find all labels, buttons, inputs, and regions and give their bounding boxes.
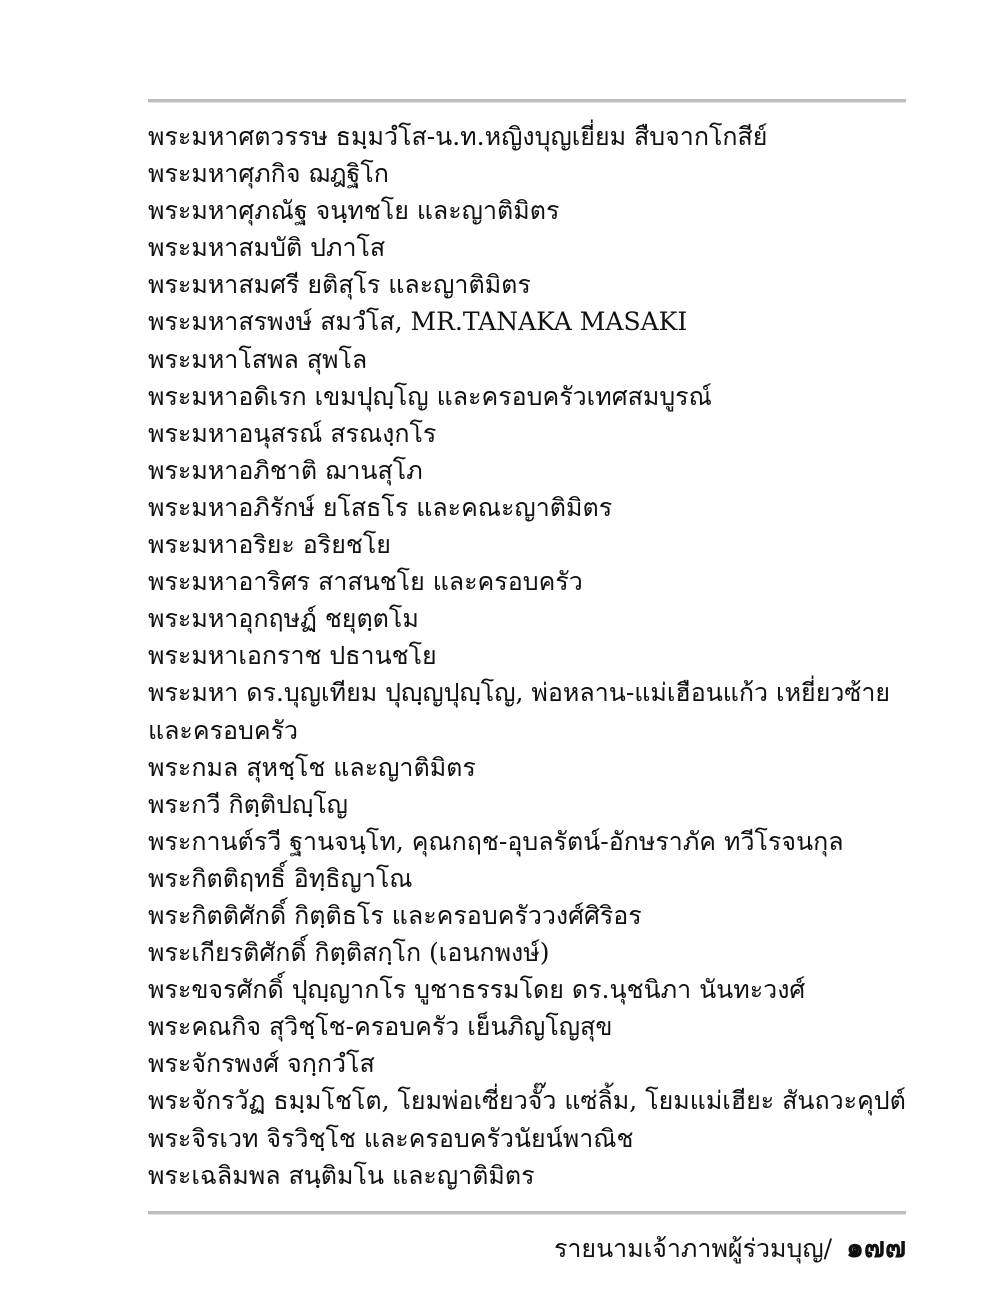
list-item: พระมหาอดิเรก เขมปุญฺโญ และครอบครัวเทศสมบูรณ์ <box>148 381 712 411</box>
list-item: พระมหาอาริศร สาสนชโย และครอบครัว <box>148 567 583 597</box>
list-item: พระมหาสมบัติ ปภาโส <box>148 233 386 263</box>
list-item: พระคณกิจ สุวิชฺโช-ครอบครัว เย็นภิญโญสุข <box>148 1012 613 1042</box>
list-item: พระมหาอนุสรณ์ สรณงฺกโร <box>148 418 437 448</box>
list-item: พระมหาอริยะ อริยชโย <box>148 530 391 560</box>
list-item: พระมหาเอกราช ปธานชโย <box>148 641 437 671</box>
list-item: พระจิรเวท จิรวิชฺโช และครอบครัวนัยน์พาณิช <box>148 1123 634 1153</box>
page-footer <box>554 1228 906 1269</box>
list-item: พระมหาสมศรี ยติสุโร และญาติมิตร <box>148 270 531 300</box>
footer-section-title: รายนามเจ้าภาพผู้ร่วมบุญ/ <box>553 1234 833 1263</box>
page-number: ๑๗๗ <box>846 1231 906 1264</box>
list-item: พระเฉลิมพล สนฺติมโน และญาติมิตร <box>148 1160 535 1190</box>
list-item: พระมหาศุภณัฐ จนฺทชโย และญาติมิตร <box>148 196 560 226</box>
list-item: พระกิตติฤทธิ์ อิทฺธิญาโณ <box>148 863 413 893</box>
list-item: พระมหาศตวรรษ ธมฺมวํโส-น.ท.หญิงบุญเยี่ยม สืบจากโกสีย์ <box>148 122 768 151</box>
list-item: พระจักรพงศ์ จกฺกวํโส <box>148 1049 375 1079</box>
list-item: พระมหาโสพล สุพโล <box>148 344 368 374</box>
bottom-divider <box>148 1211 906 1215</box>
list-item: พระกิตติศักดิ์ กิตฺติธโร และครอบครัววงศ์ศิริอร <box>148 900 642 930</box>
list-item: พระมหาสรพงษ์ สมวํโส, MR.TANAKA MASAKI <box>148 307 688 337</box>
list-item: พระมหาอภิชาติ ฌานสุโภ <box>148 455 423 485</box>
list-item: พระกมล สุหชฺโช และญาติมิตร <box>148 752 476 782</box>
top-divider <box>148 99 906 103</box>
list-item: พระจักรวัฏ ธมฺมโชโต, โยมพ่อเซี่ยวจั๊ว แซ่ลิ้ม, โยมแม่เฮียะ สันถวะคุปต์ <box>148 1086 906 1116</box>
list-item: พระกานต์รวี ฐานจนฺโท, คุณกฤช-อุบลรัตน์-อักษราภัค ทวีโรจนกุล <box>148 826 844 856</box>
list-item: พระกวี กิตฺติปญฺโญ <box>148 789 348 819</box>
list-item: พระมหาอภิรักษ์ ยโสธโร และคณะญาติมิตร <box>148 492 613 522</box>
list-item: พระมหาศุภกิจ ฌฎฐิโก <box>148 159 389 189</box>
list-item: พระเกียรติศักดิ์ กิตฺติสกฺโก (เอนกพงษ์) <box>148 938 550 968</box>
donor-name-list <box>148 118 906 1194</box>
list-item: พระมหา ดร.บุญเทียม ปุญฺญปุญฺโญ, พ่อหลาน-แม่เฮือนแก้ว เหยี่ยวซ้าย และครอบครัว <box>148 678 891 745</box>
list-item: พระมหาอุกฤษฏ์ ชยุตฺตโม <box>148 604 419 634</box>
list-item: พระขจรศักดิ์ ปุญฺญากโร บูชาธรรมโดย ดร.นุชนิภา นันทะวงศ์ <box>148 975 806 1005</box>
